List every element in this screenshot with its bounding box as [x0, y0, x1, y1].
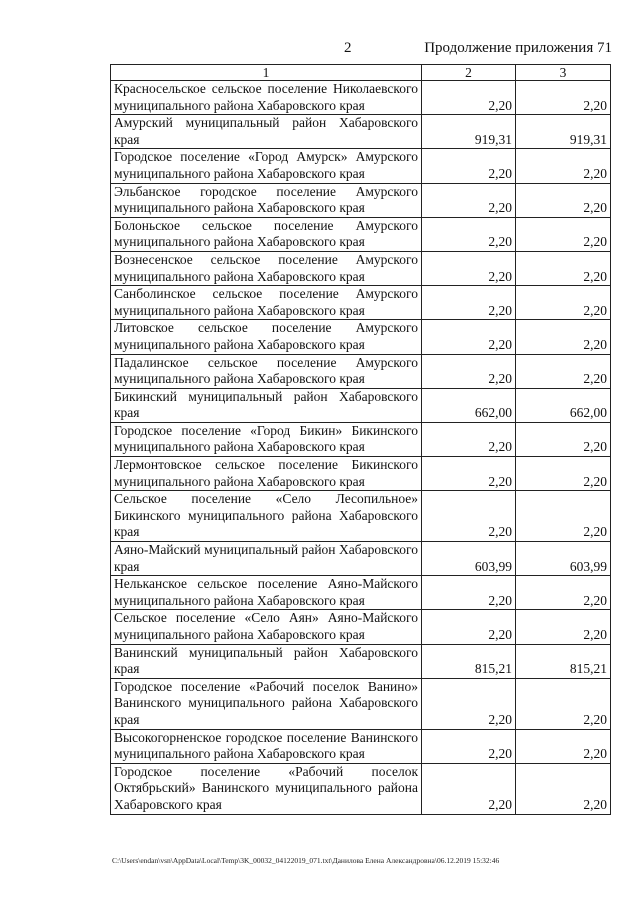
municipality-name: Городское поселение «Рабочий поселок Октябрьский» Ванинского муниципального района Хабаровского края [111, 763, 422, 814]
value-column-2: 2,20 [422, 729, 516, 763]
table-row [111, 217, 611, 251]
column-number-2: 2 [422, 65, 516, 81]
value-column-2: 662,00 [422, 388, 516, 422]
continuation-note: Продолжение приложения 71 [424, 40, 612, 56]
value-column-3: 603,99 [516, 542, 611, 576]
table-row [111, 388, 611, 422]
value-column-2: 603,99 [422, 542, 516, 576]
value-column-3: 2,20 [516, 610, 611, 644]
column-number-row [111, 65, 611, 81]
table-row [111, 576, 611, 610]
table-row [111, 729, 611, 763]
municipality-name: Вознесенское сельское поселение Амурского муниципального района Хабаровского края [111, 251, 422, 285]
table-row [111, 644, 611, 678]
table-body [111, 65, 611, 815]
value-column-2: 2,20 [422, 763, 516, 814]
municipality-name: Красносельское сельское поселение Николаевского муниципального района Хабаровского края [111, 81, 422, 115]
table-row [111, 354, 611, 388]
footer-file-path: C:\Users\endan\vsn\AppData\Local\Temp\3K_00032_04122019_071.txt\Данилова Елена Александровна\06.12.2019 15:32:46 [112, 856, 500, 865]
value-column-3: 2,20 [516, 81, 611, 115]
table-row [111, 286, 611, 320]
table-row [111, 542, 611, 576]
budget-table [110, 64, 611, 815]
municipality-name: Городское поселение «Город Амурск» Амурского муниципального района Хабаровского края [111, 149, 422, 183]
value-column-2: 2,20 [422, 183, 516, 217]
table-row [111, 491, 611, 542]
municipality-name: Эльбанское городское поселение Амурского муниципального района Хабаровского края [111, 183, 422, 217]
value-column-3: 2,20 [516, 678, 611, 729]
column-number-1: 1 [111, 65, 422, 81]
municipality-name: Аяно-Майский муниципальный район Хабаровского края [111, 542, 422, 576]
value-column-3: 2,20 [516, 763, 611, 814]
value-column-3: 2,20 [516, 354, 611, 388]
value-column-3: 2,20 [516, 422, 611, 456]
value-column-3: 2,20 [516, 217, 611, 251]
table-row [111, 115, 611, 149]
value-column-3: 815,21 [516, 644, 611, 678]
municipality-name: Лермонтовское сельское поселение Бикинского муниципального района Хабаровского края [111, 457, 422, 491]
table-row [111, 81, 611, 115]
value-column-3: 2,20 [516, 576, 611, 610]
municipality-name: Падалинское сельское поселение Амурского муниципального района Хабаровского края [111, 354, 422, 388]
value-column-2: 2,20 [422, 81, 516, 115]
municipality-name: Бикинский муниципальный район Хабаровского края [111, 388, 422, 422]
table-row [111, 183, 611, 217]
table-row [111, 763, 611, 814]
value-column-2: 2,20 [422, 610, 516, 644]
table-row [111, 422, 611, 456]
municipality-name: Болоньское сельское поселение Амурского муниципального района Хабаровского края [111, 217, 422, 251]
municipality-name: Литовское сельское поселение Амурского муниципального района Хабаровского края [111, 320, 422, 354]
value-column-3: 2,20 [516, 491, 611, 542]
municipality-name: Ванинский муниципальный район Хабаровского края [111, 644, 422, 678]
value-column-2: 2,20 [422, 217, 516, 251]
value-column-2: 919,31 [422, 115, 516, 149]
municipality-name: Городское поселение «Город Бикин» Бикинского муниципального района Хабаровского края [111, 422, 422, 456]
value-column-2: 2,20 [422, 678, 516, 729]
page-number: 2 [344, 40, 352, 56]
value-column-3: 2,20 [516, 729, 611, 763]
value-column-2: 2,20 [422, 251, 516, 285]
value-column-3: 2,20 [516, 183, 611, 217]
value-column-3: 2,20 [516, 286, 611, 320]
municipality-name: Сельское поселение «Село Аян» Аяно-Майского муниципального района Хабаровского края [111, 610, 422, 644]
value-column-2: 2,20 [422, 286, 516, 320]
value-column-3: 2,20 [516, 149, 611, 183]
table-row [111, 678, 611, 729]
value-column-3: 662,00 [516, 388, 611, 422]
municipality-name: Сельское поселение «Село Лесопильное» Бикинского муниципального района Хабаровского края [111, 491, 422, 542]
municipality-name: Высокогорненское городское поселение Ванинского муниципального района Хабаровского края [111, 729, 422, 763]
municipality-name: Городское поселение «Рабочий поселок Ванино» Ванинского муниципального района Хабаровского края [111, 678, 422, 729]
municipality-name: Амурский муниципальный район Хабаровского края [111, 115, 422, 149]
value-column-2: 2,20 [422, 457, 516, 491]
value-column-2: 815,21 [422, 644, 516, 678]
value-column-2: 2,20 [422, 576, 516, 610]
table-row [111, 457, 611, 491]
table-row [111, 149, 611, 183]
table-row [111, 610, 611, 644]
value-column-2: 2,20 [422, 491, 516, 542]
table-row [111, 320, 611, 354]
value-column-3: 2,20 [516, 457, 611, 491]
value-column-2: 2,20 [422, 422, 516, 456]
value-column-3: 919,31 [516, 115, 611, 149]
value-column-3: 2,20 [516, 320, 611, 354]
value-column-2: 2,20 [422, 320, 516, 354]
table-row [111, 251, 611, 285]
value-column-2: 2,20 [422, 149, 516, 183]
value-column-3: 2,20 [516, 251, 611, 285]
column-number-3: 3 [516, 65, 611, 81]
municipality-name: Нельканское сельское поселение Аяно-Майского муниципального района Хабаровского края [111, 576, 422, 610]
municipality-name: Санболинское сельское поселение Амурского муниципального района Хабаровского края [111, 286, 422, 320]
value-column-2: 2,20 [422, 354, 516, 388]
